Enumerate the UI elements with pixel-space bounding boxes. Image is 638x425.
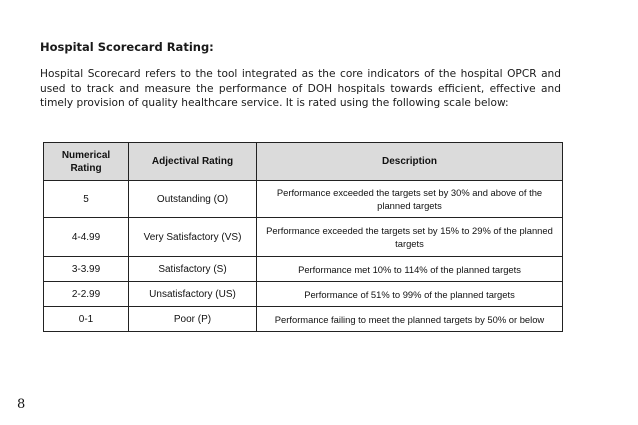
- cell-description: Performance failing to meet the planned targets by 50% or below: [257, 307, 563, 332]
- cell-description: Performance exceeded the targets set by 30% and above of the planned targets: [257, 181, 563, 218]
- cell-numerical: 4-4.99: [44, 218, 129, 257]
- header-numerical-rating: Numerical Rating: [44, 143, 129, 181]
- cell-description: Performance met 10% to 114% of the planned targets: [257, 257, 563, 282]
- cell-numerical: 3-3.99: [44, 257, 129, 282]
- section-heading: Hospital Scorecard Rating:: [40, 40, 214, 54]
- table-header-row: [44, 143, 563, 181]
- cell-adjectival: Satisfactory (S): [129, 257, 257, 282]
- table-row: [44, 257, 563, 282]
- table-row: [44, 307, 563, 332]
- cell-description: Performance of 51% to 99% of the planned targets: [257, 282, 563, 307]
- cell-numerical: 0-1: [44, 307, 129, 332]
- cell-numerical: 5: [44, 181, 129, 218]
- cell-description: Performance exceeded the targets set by 15% to 29% of the planned targets: [257, 218, 563, 257]
- cell-adjectival: Unsatisfactory (US): [129, 282, 257, 307]
- table-row: [44, 181, 563, 218]
- table-row: [44, 218, 563, 257]
- page-number: 8: [17, 397, 26, 412]
- cell-adjectival: Very Satisfactory (VS): [129, 218, 257, 257]
- cell-numerical: 2-2.99: [44, 282, 129, 307]
- cell-adjectival: Outstanding (O): [129, 181, 257, 218]
- header-adjectival-rating: Adjectival Rating: [129, 143, 257, 181]
- table-row: [44, 282, 563, 307]
- rating-scale-table: [43, 142, 563, 332]
- intro-paragraph: Hospital Scorecard refers to the tool integrated as the core indicators of the hospital OPCR and used to track and measure the performance of DOH hospitals towards efficient, effective and timely provision of quality healthcare service. It is rated using the following scale below:: [40, 68, 561, 109]
- cell-adjectival: Poor (P): [129, 307, 257, 332]
- header-description: Description: [257, 143, 563, 181]
